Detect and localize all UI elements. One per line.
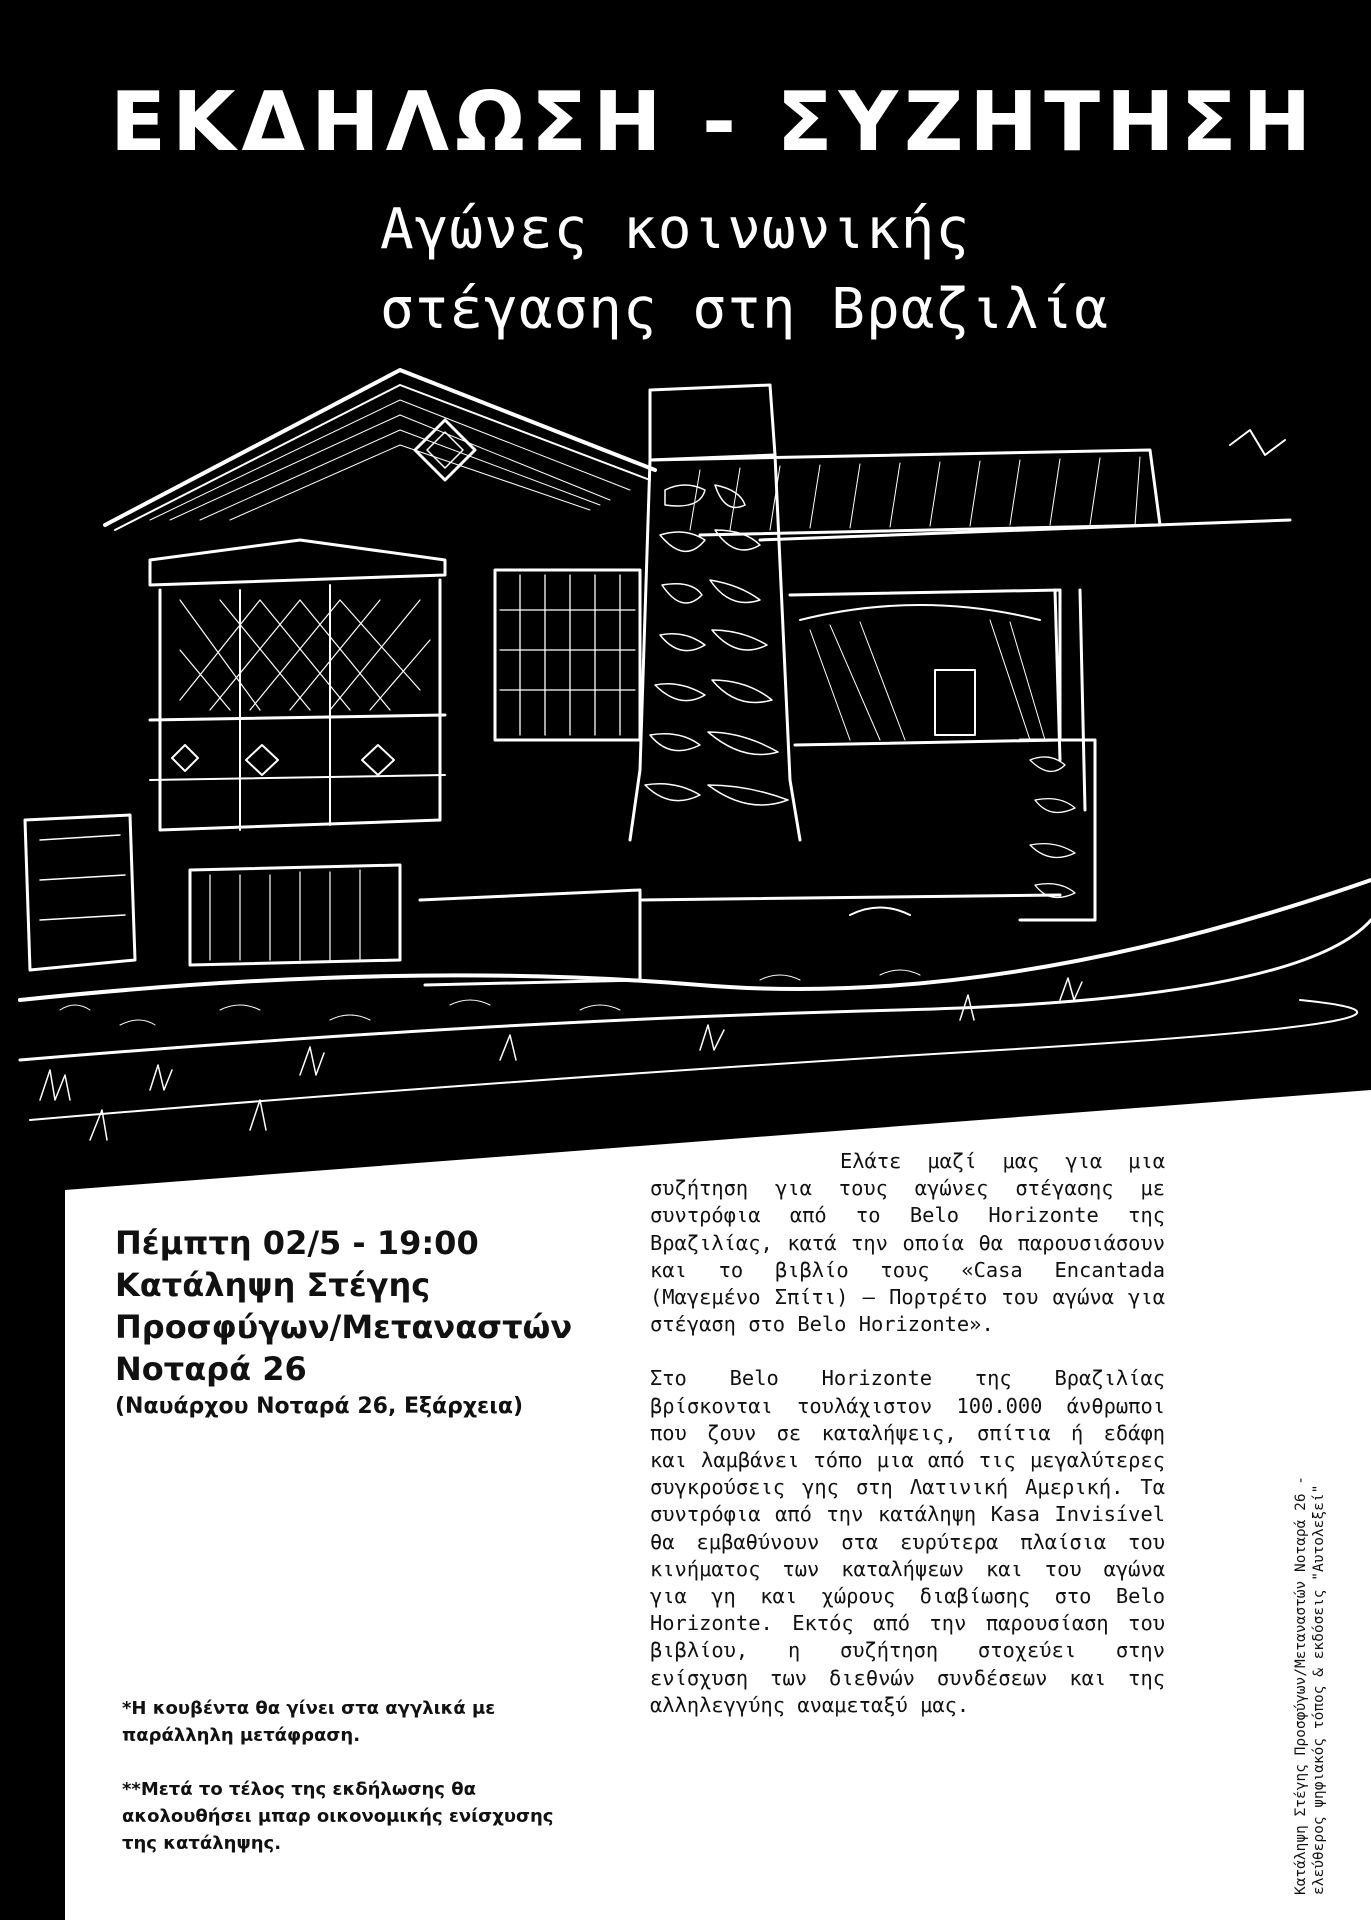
- event-subtitle: [380, 190, 1280, 350]
- subtitle-line-1: Αγώνες κοινωνικής: [380, 197, 971, 262]
- venue-line-2: Προσφύγων/Μεταναστών: [115, 1308, 573, 1346]
- credit-line-2: ελεύθερος ψηφιακός τόπος & εκδόσεις "Αυτολεξεί": [1311, 1484, 1327, 1895]
- house-sketch-illustration: [0, 360, 1371, 1200]
- credit-line-1: Κατάληψη Στέγης Προσφύγων/Μεταναστών Νοταρά 26 -: [1293, 1475, 1309, 1895]
- description-paragraph-2: Στο Belo Horizonte της Βραζιλίας βρίσκονται τουλάχιστον 100.000 άνθρωποι που ζουν σε καταλήψεις, σπίτια ή εδάφη και λαμβάνει τόπο μια από τις μεγαλύτερες συγκρούσεις γης στη Λατινική Αμερική. Τα συντρόφια από την κατάληψη Kasa Invisível θα εμβαθύνουν στα ευρύτερα πλαίσια του κινήματος των καταλήψεων και του αγώνα για γη και χώρους διαβίωσης στο Belo Horizonte. Εκτός από την παρουσίαση του βιβλίου, η συζήτηση στοχεύει στην ενίσχυση των διεθνών συνδέσεων και της αλληλεγγύης αναμεταξύ μας.: [650, 1366, 1165, 1717]
- note-bar: **Μετά το τέλος της εκδήλωσης θα ακολουθήσει μπαρ οικονομικής ενίσχυσης της κατάληψης.: [122, 1779, 554, 1854]
- event-description: [650, 1148, 1165, 1746]
- venue-line-3: Νοταρά 26: [115, 1350, 307, 1388]
- subtitle-line-2: στέγασης στη Βραζιλία: [380, 277, 1110, 342]
- note-translation: *Η κουβέντα θα γίνει στα αγγλικά με παράλληλη μετάφραση.: [122, 1698, 496, 1746]
- venue-line-1: Κατάληψη Στέγης: [115, 1266, 431, 1304]
- venue-address: (Ναυάρχου Νοταρά 26, Εξάρχεια): [115, 1394, 524, 1419]
- event-title: ΕΚΔΗΛΩΣΗ - ΣΥΖΗΤΗΣΗ: [110, 75, 1318, 170]
- description-paragraph-1: Ελάτε μαζί μας για μια συζήτηση για τους αγώνες στέγασης με συντρόφια από το Belo Horizonte της Βραζιλίας, κατά την οποία θα παρουσιάσουν και το βιβλίο τους «Casa Encantada (Μαγεμένο Σπίτι) – Πορτρέτο του αγώνα για στέγαση στο Belo Horizonte».: [650, 1149, 1165, 1337]
- event-datetime: Πέμπτη 02/5 - 19:00: [115, 1224, 479, 1262]
- event-details: [115, 1222, 635, 1424]
- event-notes: [122, 1695, 582, 1884]
- publisher-credit: [1292, 1335, 1328, 1895]
